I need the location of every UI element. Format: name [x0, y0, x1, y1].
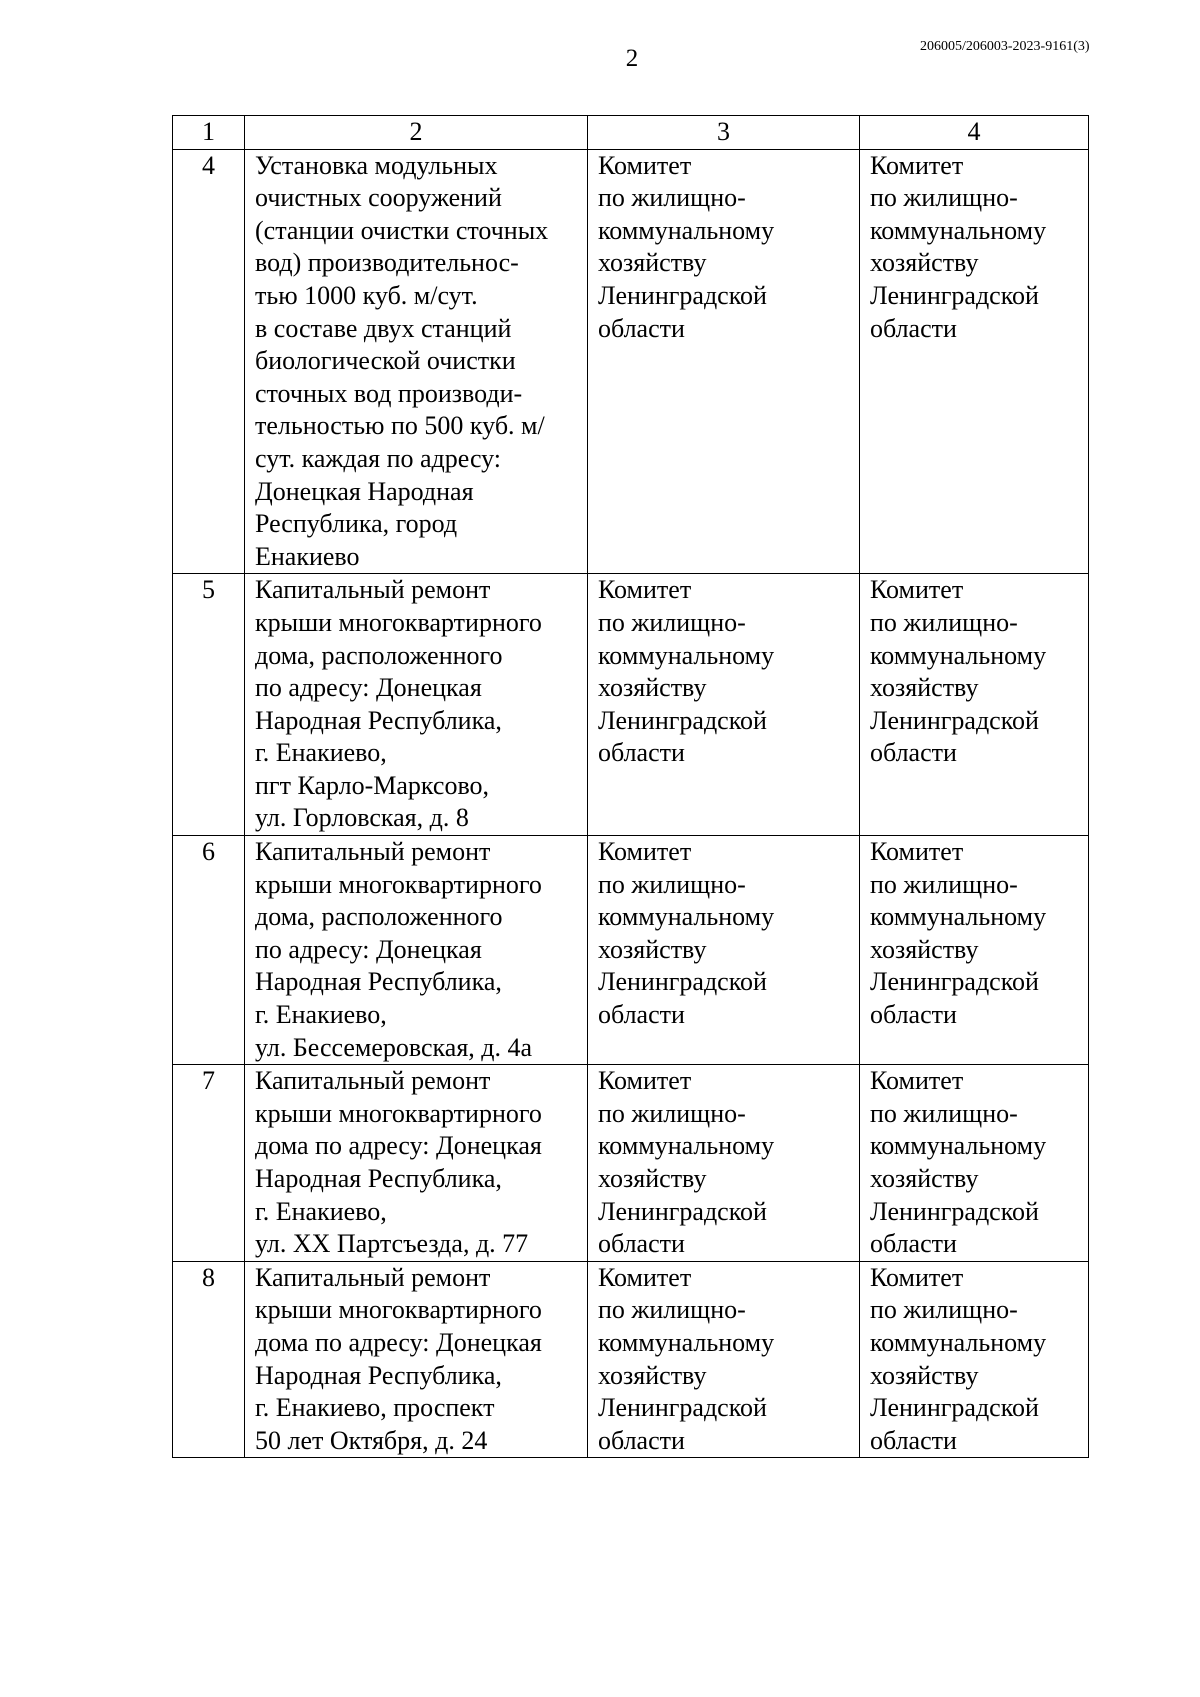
- responsible-body: Комитет по жилищно- коммунальному хозяйству Ленинградской области: [588, 149, 860, 574]
- row-number: 4: [173, 149, 245, 574]
- table-header-row: [173, 116, 1089, 150]
- responsible-body: Комитет по жилищно- коммунальному хозяйству Ленинградской области: [588, 574, 860, 836]
- table-row: [173, 1261, 1089, 1458]
- column-number-3: 3: [588, 116, 860, 150]
- row-number: 8: [173, 1261, 245, 1458]
- row-number: 7: [173, 1065, 245, 1262]
- table-row: [173, 574, 1089, 836]
- responsible-body: Комитет по жилищно- коммунальному хозяйству Ленинградской области: [588, 1065, 860, 1262]
- table-row: [173, 149, 1089, 574]
- responsible-body: Комитет по жилищно- коммунальному хозяйству Ленинградской области: [588, 1261, 860, 1458]
- table-row: [173, 1065, 1089, 1262]
- row-number: 5: [173, 574, 245, 836]
- object-description: Капитальный ремонт крыши многоквартирного дома, расположенного по адресу: Донецкая Народная Республика, г. Енакиево, ул. Бессемеровская, д. 4а: [245, 836, 588, 1065]
- object-description: Капитальный ремонт крыши многоквартирного дома по адресу: Донецкая Народная Республика, г. Енакиево, проспект 50 лет Октября, д. 24: [245, 1261, 588, 1458]
- customer-body: Комитет по жилищно- коммунальному хозяйству Ленинградской области: [860, 1261, 1089, 1458]
- customer-body: Комитет по жилищно- коммунальному хозяйству Ленинградской области: [860, 149, 1089, 574]
- object-description: Капитальный ремонт крыши многоквартирного дома, расположенного по адресу: Донецкая Народная Республика, г. Енакиево, пгт Карло-Марксово, ул. Горловская, д. 8: [245, 574, 588, 836]
- page-number: 2: [625, 45, 639, 72]
- object-description: Установка модульных очистных сооружений (станции очистки сточных вод) производительнос- тью 1000 куб. м/сут. в составе двух станций биологической очистки сточных вод производи- тельностью по 500 куб. м/ сут. каждая по адресу: Донецкая Народная Республика, город Енакиево: [245, 149, 588, 574]
- object-description: Капитальный ремонт крыши многоквартирного дома по адресу: Донецкая Народная Республика, г. Енакиево, ул. XX Партсъезда, д. 77: [245, 1065, 588, 1262]
- customer-body: Комитет по жилищно- коммунальному хозяйству Ленинградской области: [860, 574, 1089, 836]
- customer-body: Комитет по жилищно- коммунальному хозяйству Ленинградской области: [860, 836, 1089, 1065]
- document-id: 206005/206003-2023-9161(3): [920, 39, 1090, 54]
- customer-body: Комитет по жилищно- коммунальному хозяйству Ленинградской области: [860, 1065, 1089, 1262]
- responsible-body: Комитет по жилищно- коммунальному хозяйству Ленинградской области: [588, 836, 860, 1065]
- objects-table: [172, 115, 1089, 1458]
- column-number-4: 4: [860, 116, 1089, 150]
- column-number-2: 2: [245, 116, 588, 150]
- column-number-1: 1: [173, 116, 245, 150]
- table-row: [173, 836, 1089, 1065]
- row-number: 6: [173, 836, 245, 1065]
